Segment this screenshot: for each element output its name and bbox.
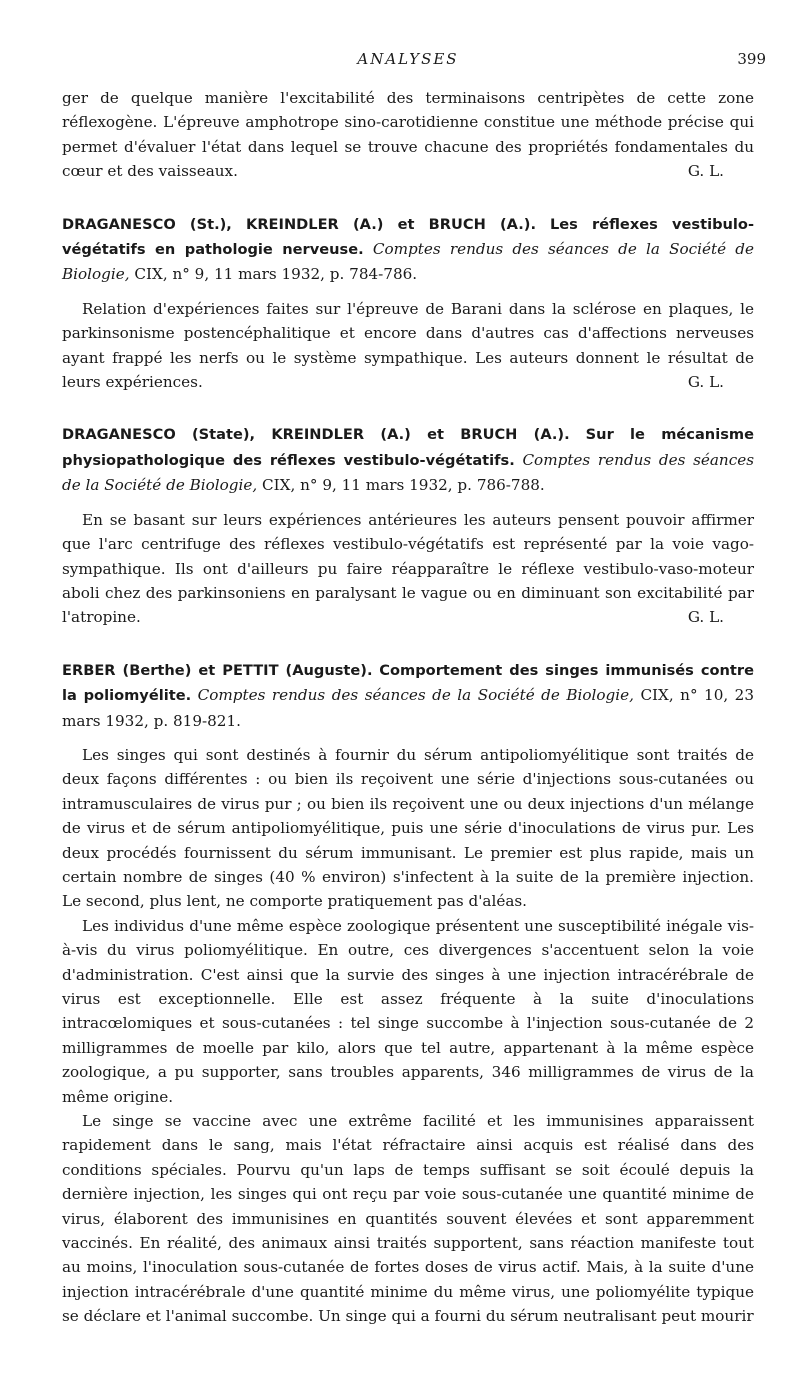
entry-authors: DRAGANESCO (State), KREINDLER (A.) et BRUCH (A.). (62, 426, 570, 444)
entry-title: Les réflexes vestibulo-végétatifs en pathologie nerveuse. (62, 215, 754, 259)
entry-journal: Comptes rendus des séances de la Société de Biologie, (62, 450, 754, 495)
intro-paragraph (62, 86, 754, 184)
page-number: 399 (737, 50, 766, 68)
entry-title: Comportement des singes immunisés contre la poliomyélite. (62, 661, 754, 705)
review-entry (62, 658, 754, 1329)
reference (62, 658, 754, 733)
running-header (62, 50, 766, 72)
entry-paragraph: Le singe se vaccine avec une extrême facilité et les immunisines apparaissent rapidement dans le sang, mais l'état réfractaire ainsi acquis est réalisé dans des conditions spéciales. Pourvu qu'un laps de temps suffisant se soit écoulé depuis la dernière injection, les singes qui ont reçu par voie sous-cutanée une quantité minime de virus, élaborent des immunisines en quantités souvent élevées et sont apparemment vaccinés. En réalité, des animaux ainsi traités supportent, sans réaction manifeste tout au moins, l'inoculation sous-cutanée de fortes doses de virus actif. Mais, à la suite d'une injection intracérébrale d'une quantité minime du même virus, une poliomyélite typique se déclare et l'animal succombe. Un singe qui a fourni du sérum neutralisant peut mourir (62, 1112, 754, 1326)
entry-title: Sur le mécanisme physiopathologique des réflexes vestibulo-végétatifs. (62, 426, 754, 469)
review-entry (62, 422, 754, 629)
running-title: ANALYSES (357, 50, 459, 68)
journal-page (62, 50, 766, 1329)
entry-paragraph (62, 297, 754, 395)
entry-authors: ERBER (Berthe) et PETTIT (Auguste). (62, 661, 373, 679)
entry-signature: G. L. (687, 608, 724, 627)
entry-paragraph (62, 508, 754, 630)
entry-citation: CIX, n° 10, 23 mars 1932, p. 819-821. (62, 686, 755, 730)
paragraph-text: En se basant sur leurs expériences antérieures les auteurs pensent pouvoir affirmer que l'arc centrifuge des réflexes vestibulo-végétatifs est représenté par la voie vago-sympathique. Ils ont d'ailleurs pu faire réapparaître le réflexe vestibulo-vaso-moteur aboli chez des parkinsoniens en paralysant le vague ou en diminuant son excitabilité par l'atropine. (62, 510, 754, 627)
paragraph-text: Relation d'expériences faites sur l'épreuve de Barani dans la sclérose en plaques, le parkinsonisme postencéphalitique et encore dans d'autres cas d'affections nerveuses ayant frappé les nerfs ou le système sympathique. Les auteurs donnent le résultat de leurs expériences. (62, 299, 754, 392)
entry-citation: CIX, n° 9, 11 mars 1932, p. 784-786. (134, 265, 418, 284)
entry-paragraph: Les singes qui sont destinés à fournir du sérum antipoliomyélitique sont traités de deux façons différentes : ou bien ils reçoivent une série d'injections sous-cutanées ou intramusculaires de virus pur ; ou bien ils reçoivent une ou deux injections d'un mélange de virus et de sérum antipoliomyélitique, puis une série d'inoculations de virus pur. Les deux procédés fournissent du sérum immunisant. Le premier est plus rapide, mais un certain nombre de singes (40 % environ) s'infectent à la suite de la première injection. Le second, plus lent, ne comporte pratiquement pas d'aléas. (62, 745, 754, 911)
review-entry (62, 212, 754, 395)
entry-signature: G. L. (687, 373, 724, 392)
entry-paragraph: Les individus d'une même espèce zoologique présentent une susceptibilité inégale vis-à-vis du virus poliomyélitique. En outre, ces divergences s'accentuent selon la voie d'administration. C'est ainsi que la survie des singes à une injection intracérébrale de virus est exceptionnelle. Elle est assez fréquente à la suite d'inoculations intracœlomiques et sous-cutanées : tel singe succombe à l'injection sous-cutanée de 2 milligrammes de moelle par kilo, alors que tel autre, appartenant à la même espèce zoologique, a pu supporter, sans troubles apparents, 346 milligrammes de virus de la même origine. (62, 916, 754, 1106)
reference (62, 422, 754, 497)
intro-text: ger de quelque manière l'excitabilité des terminaisons centripètes de cette zone réflexogène. L'épreuve amphotrope sino-carotidienne constitue une méthode précise qui permet d'évaluer l'état dans lequel se trouve chacune des propriétés fondamentales du cœur et des vaisseaux. (62, 89, 754, 181)
intro-signature: G. L. (687, 162, 724, 181)
entry-citation: CIX, n° 9, 11 mars 1932, p. 786-788. (262, 476, 545, 495)
entry-authors: DRAGANESCO (St.), KREINDLER (A.) et BRUCH (A.). (62, 215, 536, 233)
entry-journal: Comptes rendus des séances de la Société de Biologie, (62, 240, 754, 284)
intro-continuation (62, 86, 754, 184)
reference (62, 212, 754, 287)
entry-journal: Comptes rendus des séances de la Société de Biologie, (197, 686, 634, 705)
